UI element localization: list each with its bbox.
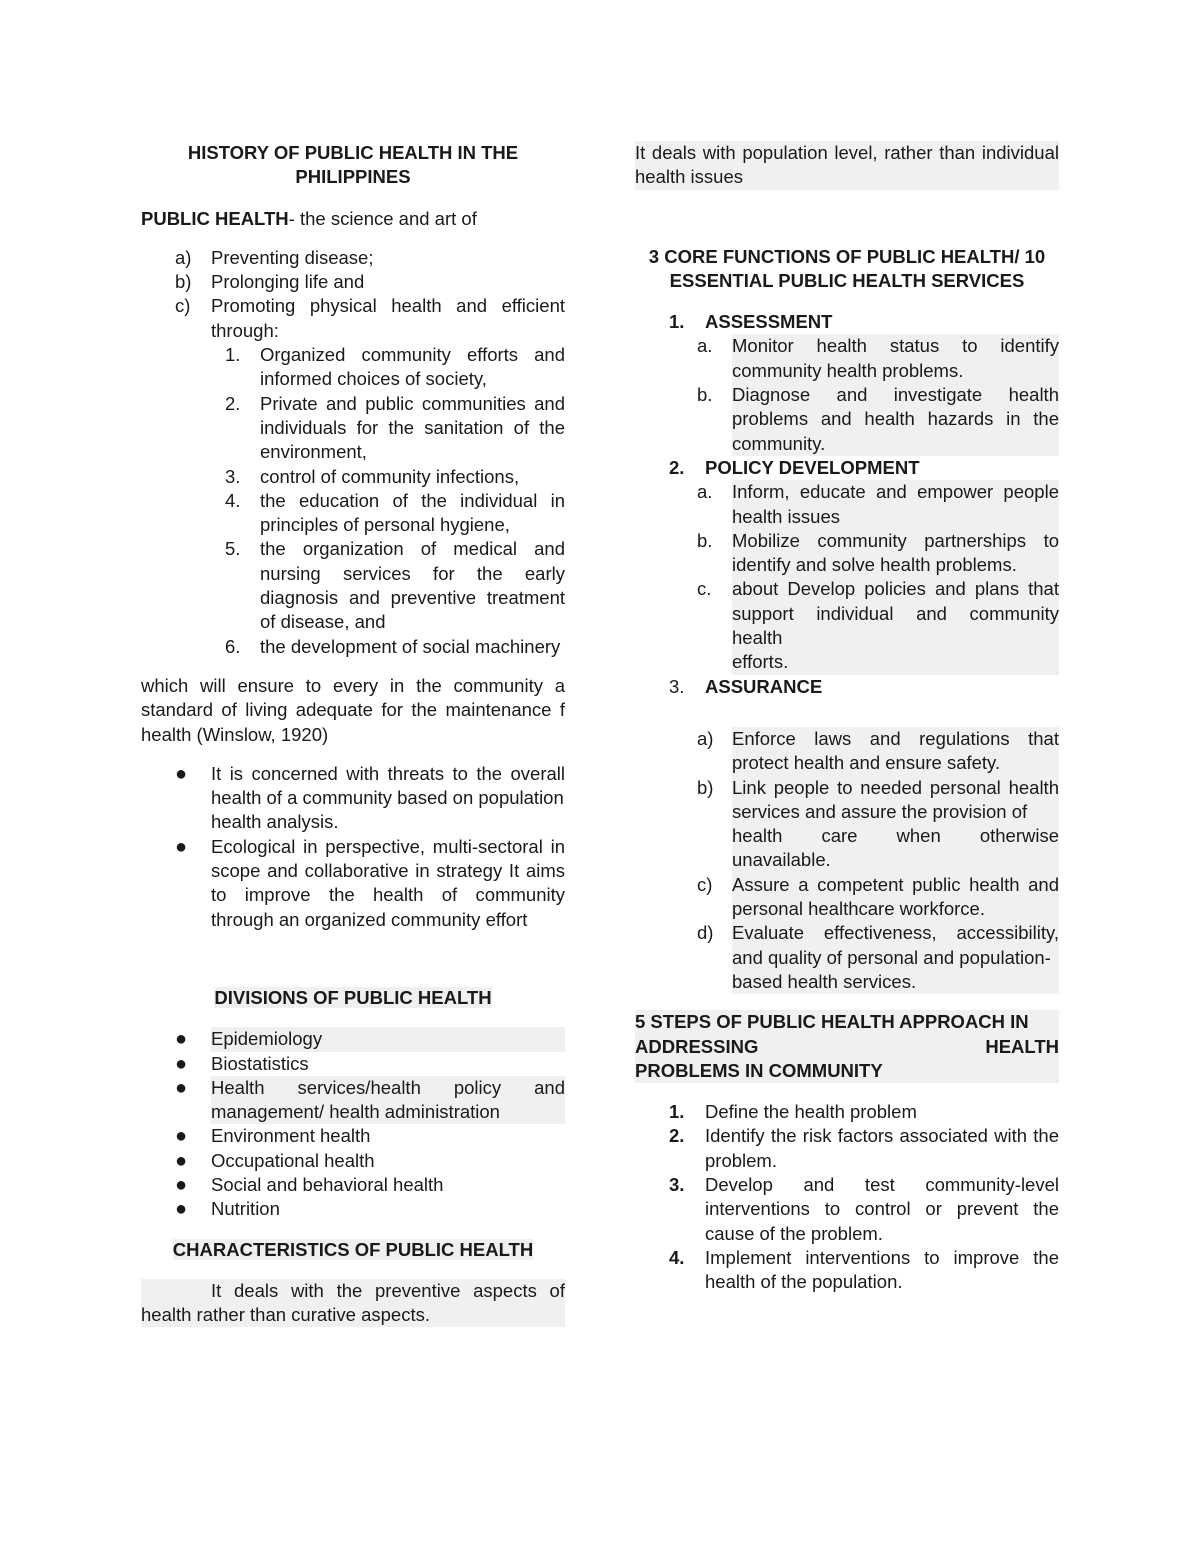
definition-text: - the science and art of [288,207,477,229]
list-text-continued: based health services. [732,970,917,992]
list-item [635,1173,1059,1246]
list-text: the education of the individual in principles of personal hygiene, [260,489,565,536]
policy-list [635,480,1059,674]
list-text: Enforce laws and regulations that protect health and ensure safety. [732,727,1059,776]
title-line-1: HISTORY OF PUBLIC HEALTH IN THE [187,142,519,163]
list-item [141,489,565,538]
list-item [635,921,1059,994]
bullet-icon: ● [175,1198,188,1221]
bullet-text: It is concerned with threats to the overall health of a community based on population [211,762,565,809]
divisions-list [141,1027,565,1221]
list-text-line: Link people to needed personal health services and assure the provision of [732,776,1059,822]
list-marker: a) [697,727,714,749]
right-column [635,141,1059,1294]
list-marker: b. [697,384,713,406]
left-column [141,141,565,1327]
list-marker: a. [697,335,713,357]
bullet-icon: ● [175,1028,188,1051]
list-marker: 1. [225,344,241,366]
list-item [635,577,1059,674]
list-text: Promoting physical health and efficient through: [211,295,565,341]
list-item [141,1149,565,1173]
bullet-icon: ● [175,1125,188,1148]
list-item [141,343,565,392]
population-paragraph: It deals with population level, rather than individual health issues [635,141,1059,190]
concern-bullets [141,762,565,932]
assurance-title: ASSURANCE [705,675,823,697]
characteristics-heading-text: CHARACTERISTICS OF PUBLIC HEALTH [172,1238,534,1260]
division-text: Biostatistics [211,1052,309,1074]
list-text: Organized community efforts and informed choices of society, [260,344,565,390]
division-text: Health services/health policy and management/ health administration [211,1076,565,1125]
list-marker: 2. [225,392,241,414]
division-text: Epidemiology [211,1027,565,1051]
policy-heading [635,456,1059,480]
core-heading-line-2: ESSENTIAL PUBLIC HEALTH SERVICES [669,269,1025,291]
list-item [141,635,565,659]
list-text: Implement interventions to improve the health of the population. [705,1246,1059,1293]
list-item [635,1246,1059,1295]
list-text: Private and public communities and individuals for the sanitation of the environment, [260,392,565,463]
core-heading-line-1: 3 CORE FUNCTIONS OF PUBLIC HEALTH/ 10 [648,245,1046,267]
division-text: Social and behavioral health [211,1173,444,1195]
list-marker: 5. [225,538,241,560]
list-marker: b) [697,776,714,798]
list-marker: c) [697,873,713,895]
list-item [141,294,565,343]
steps-heading-line-3: PROBLEMS IN COMMUNITY [635,1059,883,1081]
characteristics-paragraph: It deals with the preventive aspects of health rather than curative aspects. [141,1279,565,1328]
list-item [141,1124,565,1148]
list-marker: 4. [225,489,241,511]
list-marker: a. [697,481,713,503]
list-item [635,529,1059,578]
list-text: Identify the risk factors associated with the problem. [705,1125,1059,1171]
list-item [141,1052,565,1076]
list-text: Monitor health status to identify community health problems. [732,334,1059,383]
list-text [732,921,1059,994]
list-item [141,537,565,634]
list-text [211,762,565,835]
division-text: Occupational health [211,1149,375,1171]
list-item [141,246,565,270]
definition-list [141,246,565,343]
list-marker: a) [175,246,192,268]
assessment-title: ASSESSMENT [705,311,833,333]
division-text: Nutrition [211,1198,280,1220]
list-item [635,1100,1059,1124]
divisions-heading-text: DIVISIONS OF PUBLIC HEALTH [214,986,492,1008]
list-marker: c. [697,578,712,600]
list-item [635,873,1059,922]
list-item [141,835,565,932]
steps-heading-line-1: 5 STEPS OF PUBLIC HEALTH APPROACH IN [635,1011,1029,1033]
steps-heading [635,1010,1059,1083]
list-text: Assure a competent public health and personal healthcare workforce. [732,873,1059,922]
list-text [732,776,1059,873]
list-marker: 1. [669,1101,685,1123]
bullet-icon: ● [175,762,188,785]
list-item [141,762,565,835]
list-marker: b. [697,529,713,551]
list-marker: b) [175,271,192,293]
assurance-heading [635,675,1059,699]
list-item [141,1173,565,1197]
list-text: the organization of medical and nursing services for the early diagnosis and preventive treatment of disease, and [260,538,565,633]
list-item [635,480,1059,529]
steps-heading-line-2: ADDRESSING HEALTH [635,1035,1059,1057]
list-marker: 3. [669,675,685,697]
list-text: Diagnose and investigate health problems and health hazards in the community. [732,383,1059,456]
bullet-text: Ecological in perspective, multi-sectoral in scope and collaborative in strategy It aims to improve the health of community through an organized community effort [211,835,565,930]
list-item [635,1124,1059,1173]
list-text: Prolonging life and [211,271,365,293]
assessment-heading [635,310,1059,334]
list-marker: c) [175,295,191,317]
list-marker: 4. [669,1246,685,1268]
title-line-2: PHILIPPINES [295,166,411,188]
policy-title: POLICY DEVELOPMENT [705,456,920,478]
steps-list [635,1100,1059,1294]
core-functions-heading [635,245,1059,294]
list-item [141,270,565,294]
assurance-list [635,727,1059,994]
list-marker: d) [697,922,714,944]
divisions-heading [141,986,565,1010]
list-item [635,383,1059,456]
list-marker: 1. [669,311,685,333]
list-text-line: about Develop policies and plans that support individual and community health [732,578,1059,649]
list-text: Develop and test community-level interventions to control or prevent the cause of the problem. [705,1173,1059,1244]
list-text [732,577,1059,674]
list-item [141,465,565,489]
characteristics-heading [141,1238,565,1262]
bullet-icon: ● [175,1173,188,1196]
bullet-text-continued: health analysis. [211,811,339,833]
list-text: control of community infections, [260,465,520,487]
assessment-list [635,334,1059,455]
list-item [141,1197,565,1221]
list-text: Mobilize community partnerships to identify and solve health problems. [732,529,1059,578]
list-text-continued: health care when otherwise unavailable. [732,825,1059,871]
list-text: Inform, educate and empower people health issues [732,480,1059,529]
division-text: Environment health [211,1125,371,1147]
list-text-continued: efforts. [732,651,789,673]
list-item [141,1027,565,1051]
list-marker: 2. [669,1125,685,1147]
list-text: Preventing disease; [211,246,374,268]
sub-list [141,343,565,659]
list-item [635,334,1059,383]
winslow-paragraph: which will ensure to every in the community a standard of living adequate for the maintenance f health (Winslow, 1920) [141,674,565,745]
list-marker: 3. [225,465,241,487]
list-item [635,727,1059,776]
bullet-icon: ● [175,1076,188,1099]
page-title [141,141,565,190]
list-item [141,1076,565,1125]
bullet-icon: ● [175,835,188,858]
definition-term: PUBLIC HEALTH [141,207,289,229]
bullet-icon: ● [175,1052,188,1075]
list-marker: 3. [669,1173,685,1195]
list-item [635,776,1059,873]
bullet-icon: ● [175,1149,188,1172]
list-marker: 6. [225,635,241,657]
list-text: Define the health problem [705,1101,917,1123]
list-marker: 2. [669,456,685,478]
definition [141,207,565,231]
list-text: the development of social machinery [260,635,561,657]
list-item [141,392,565,465]
list-text-line: Evaluate effectiveness, accessibility, and quality of personal and population- [732,922,1059,968]
